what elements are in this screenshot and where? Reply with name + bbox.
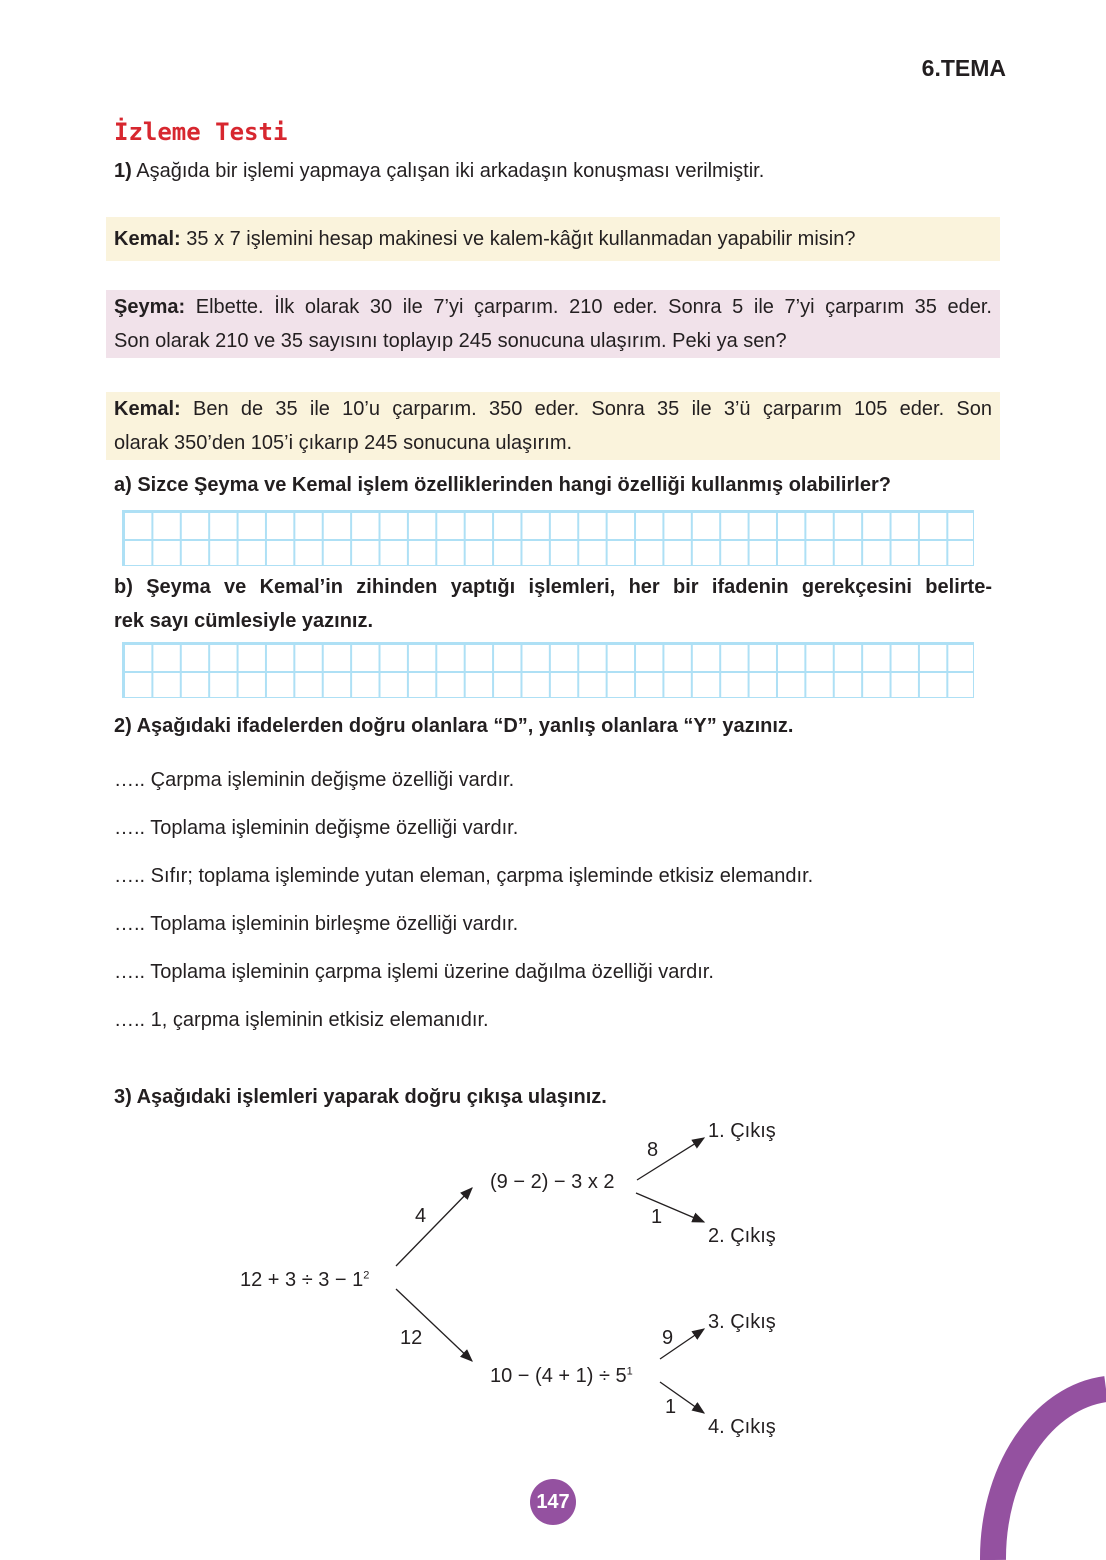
question-text: Aşağıda bir işlemi yapmaya çalışan iki arkadaşın konuşması verilmiştir. bbox=[131, 160, 765, 182]
question-2: 2) Aşağıdaki ifadelerden doğru olanlara “D”, yanlış olanlara “Y” yazınız. bbox=[114, 715, 794, 737]
statement-item[interactable]: ….. 1, çarpma işleminin etkisiz elemanıdır. bbox=[114, 1009, 489, 1031]
arrow-upper-exit2 bbox=[636, 1193, 704, 1222]
edge-label: 9 bbox=[662, 1327, 674, 1349]
speaker: Şeyma: bbox=[114, 296, 186, 318]
lower-expression bbox=[490, 1365, 633, 1388]
page-number: 147 bbox=[530, 1479, 576, 1525]
statement-item[interactable]: ….. Toplama işleminin birleşme özelliği vardır. bbox=[114, 913, 519, 935]
edge-label: 8 bbox=[647, 1139, 659, 1161]
page-title: İzleme Testi bbox=[114, 118, 288, 146]
dialog-text: 35 x 7 işlemini hesap makinesi ve kalem-kâğıt kullanmadan yapabilir misin? bbox=[180, 228, 856, 250]
exit-1: 1. Çıkış bbox=[708, 1120, 776, 1142]
exit-2: 2. Çıkış bbox=[708, 1225, 776, 1247]
statement-item[interactable]: ….. Sıfır; toplama işleminde yutan eleman, çarpma işleminde etkisiz elemandır. bbox=[114, 865, 814, 887]
decorative-arc bbox=[993, 1389, 1106, 1560]
dialog-text: Elbette. İlk olarak 30 ile 7’yi çarparım. 210 eder. Sonra 5 ile 7’yi çarparım 35 eder. bbox=[185, 296, 992, 318]
question-1a: a) Sizce Şeyma ve Kemal işlem özelliklerinden hangi özelliği kullanmış olabilirler? bbox=[114, 474, 891, 496]
dialog-text: Ben de 35 ile 10’u çarparım. 350 eder. Sonra 35 ile 3’ü çarparım 105 eder. Son bbox=[180, 398, 992, 420]
question-1b-line2: rek sayı cümlesiyle yazınız. bbox=[114, 610, 374, 632]
statement-item[interactable]: ….. Toplama işleminin değişme özelliği vardır. bbox=[114, 817, 519, 839]
dialog-line: Son olarak 210 ve 35 sayısını toplayıp 245 sonucuna ulaşırım. Peki ya sen? bbox=[114, 330, 787, 352]
question-1b-line1: b) Şeyma ve Kemal’in zihinden yaptığı işlemleri, her bir ifadenin gerekçesini belirte- bbox=[114, 576, 992, 598]
edge-label: 12 bbox=[400, 1327, 423, 1349]
expression-text: 10 − (4 + 1) ÷ 5 bbox=[490, 1365, 627, 1387]
upper-expression: (9 − 2) − 3 x 2 bbox=[490, 1171, 615, 1193]
arrow-root-lower bbox=[396, 1289, 472, 1361]
speaker: Kemal: bbox=[114, 228, 181, 250]
exit-4: 4. Çıkış bbox=[708, 1416, 776, 1438]
dialog-line: olarak 350’den 105’i çıkarıp 245 sonucuna ulaşırım. bbox=[114, 432, 573, 454]
expression-text: 12 + 3 ÷ 3 − 1 bbox=[240, 1269, 364, 1291]
speaker: Kemal: bbox=[114, 398, 181, 420]
edge-label: 4 bbox=[415, 1205, 427, 1227]
statement-item[interactable]: ….. Çarpma işleminin değişme özelliği vardır. bbox=[114, 769, 515, 791]
statement-item[interactable]: ….. Toplama işleminin çarpma işlemi üzerine dağılma özelliği vardır. bbox=[114, 961, 714, 983]
theme-label: 6.TEMA bbox=[921, 55, 1006, 81]
question-3: 3) Aşağıdaki işlemleri yaparak doğru çıkışa ulaşınız. bbox=[114, 1086, 607, 1108]
edge-label: 1 bbox=[651, 1206, 663, 1228]
arrow-root-upper bbox=[396, 1188, 472, 1266]
root-expression bbox=[240, 1269, 369, 1292]
exponent: 1 bbox=[626, 1365, 633, 1378]
exit-3: 3. Çıkış bbox=[708, 1311, 776, 1333]
question-number: 1) bbox=[114, 160, 132, 182]
exponent: 2 bbox=[363, 1269, 370, 1282]
edge-label: 1 bbox=[665, 1396, 677, 1418]
